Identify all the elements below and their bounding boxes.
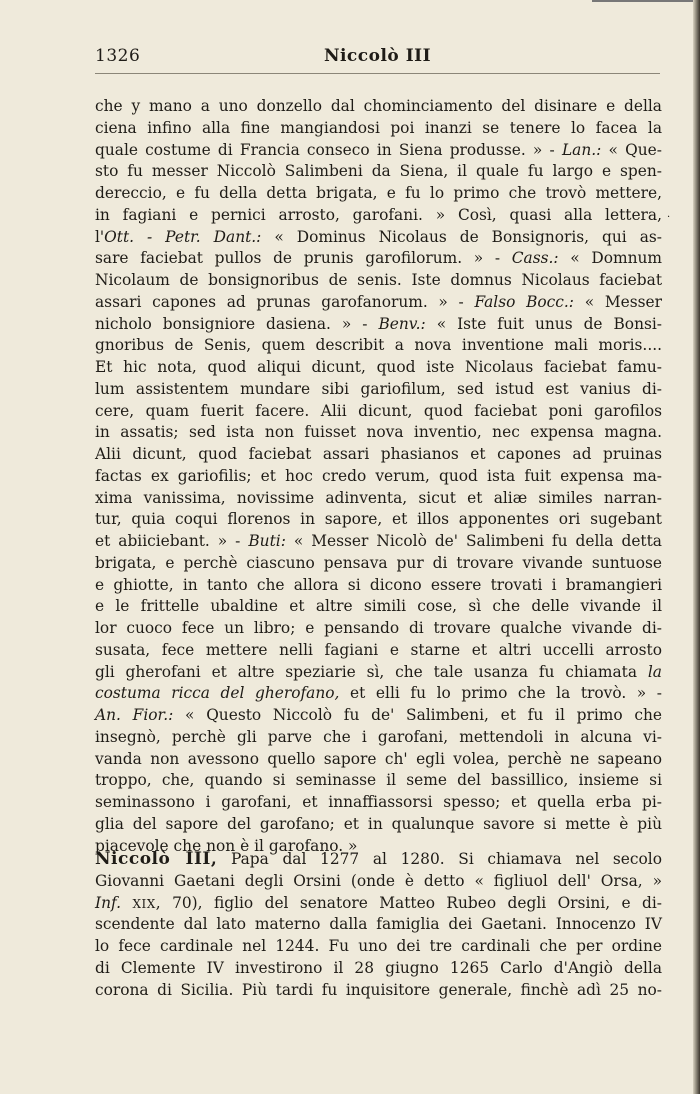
text-line: e ghiotte, in tanto che allora si dicono essere trovati i bramangieri [95, 575, 662, 594]
text-line: scendente dal lato materno dalla famiglia dei Gaetani. Innocenzo IV [95, 915, 662, 934]
text-line: et abiiciebant. » - Buti: « Messer Nicolò de' Salimbeni fu della detta [95, 532, 662, 550]
text-line: Nicolaum de bonsignoribus de senis. Iste domnus Nicolaus faciebat [95, 271, 662, 289]
text-line: seminassono i garofani, et innaffiassorsi spesso; et quella erba pi- [95, 793, 662, 811]
text-line: corona di Sicilia. Più tardi fu inquisitore generale, finchè adì 25 no- [95, 980, 662, 999]
text-line: tur, quia coqui florenos in sapore, et illos apponentes ori sugebant [95, 510, 662, 529]
running-header [95, 46, 660, 72]
text-line: lor cuoco fece un libro; e pensando di trovare qualche vivande di- [95, 619, 662, 637]
entry-block [95, 849, 662, 1001]
text-line: Giovanni Gaetani degli Orsini (onde è detto « figliuol dell' Orsa, » [95, 871, 662, 890]
text-line: xima vanissima, novissime adinventa, sicut et aliæ similes narran- [95, 488, 662, 507]
text-line: e le frittelle ubaldine et altre simili cose, sì che delle vivande il [95, 597, 662, 616]
text-line: susata, fece mettere nelli fagiani e starne et altri uccelli arrosto [95, 640, 662, 659]
text-line: troppo, che, quando si seminasse il seme del bassillico, insieme si [95, 771, 662, 790]
text-line: costuma ricca del gherofano, et elli fu lo primo che la trovò. » - [95, 684, 663, 703]
text-line: l'Ott. - Petr. Dant.: « Dominus Nicolaus de Bonsignoris, qui as- [95, 227, 662, 246]
top-edge-line [592, 0, 700, 2]
text-line: vanda non avessono quello sapore ch' egli volea, perchè ne sapeano [95, 749, 662, 768]
text-line: Niccolò III, Papa dal 1277 al 1280. Si chiamava nel secolo [95, 849, 662, 869]
running-title: Niccolò III [323, 46, 432, 66]
text-line: brigata, e perchè ciascuno pensava pur di trovare vivande suntuose [95, 553, 662, 572]
text-line: insegnò, perchè gli parve che i garofani, mettendoli in alcuna vi- [95, 727, 662, 746]
header-rule [95, 73, 660, 74]
text-line: di Clemente IV investirono il 28 giugno 1265 Carlo d'Angiò della [95, 958, 662, 977]
text-line: factas ex gariofilis; et hoc credo verum, quod ista fuit expensa ma- [95, 466, 662, 485]
text-line: An. Fior.: « Questo Niccolò fu de' Salimbeni, et fu il primo che [95, 706, 662, 724]
entry-title: Niccolò III, [95, 849, 218, 869]
text-line: dereccio, e fu della detta brigata, e fu lo primo che trovò mettere, [95, 184, 662, 202]
margin-mark: · [667, 212, 671, 223]
text-line: nicholo bonsigniore dasiena. » - Benv.: « Iste fuit unus de Bonsi- [95, 314, 662, 333]
text-line: ciena infino alla fine mangiandosi poi inanzi se tenere lo facea la [95, 118, 662, 137]
text-line: cere, quam fuerit facere. Alii dicunt, quod faciebat poni garofilos [95, 401, 662, 420]
text-line: Alii dicunt, quod faciebat assari phasianos et capones ad pruinas [95, 445, 662, 463]
page-edge-shadow [693, 0, 700, 1094]
commentary-block [95, 96, 662, 857]
text-line: in assatis; sed ista non fuisset nova inventio, nec expensa magna. [95, 423, 662, 442]
text-line: Inf. XIX, 70), figlio del senatore Matteo Rubeo degli Orsini, e di- [95, 893, 662, 912]
text-line: sare faciebat pullos de prunis garofilorum. » - Cass.: « Domnum [95, 249, 662, 268]
text-line: glia del sapore del garofano; et in qualunque savore si mette è più [95, 814, 662, 833]
text-line: lo fece cardinale nel 1244. Fu uno dei tre cardinali che per ordine [95, 937, 662, 955]
text-line: Et hic nota, quod aliqui dicunt, quod iste Nicolaus faciebat famu- [95, 358, 662, 376]
text-line: lum assistentem mundare sibi gariofilum, sed istud est vanius di- [95, 379, 662, 398]
text-line: in fagiani e pernici arrosto, garofani. » Così, quasi alla lettera, [95, 205, 662, 224]
text-line: quale costume di Francia conseco in Siena produsse. » - Lan.: « Que- [95, 140, 662, 159]
text-line: gli gherofani et altre speziarie sì, che tale usanza fu chiamata la [95, 662, 662, 681]
text-line: sto fu messer Niccolò Salimbeni da Siena, il quale fu largo e spen- [95, 162, 662, 181]
text-line: gnoribus de Senis, quem describit a nova inventione mali moris.... [95, 336, 662, 355]
text-line: che y mano a uno donzello dal chominciamento del disinare e della [95, 97, 662, 115]
text-line: piacevole che non è il garofano. » [95, 836, 358, 855]
page-number: 1326 [95, 46, 141, 66]
text-line: assari capones ad prunas garofanorum. » - Falso Bocc.: « Messer [95, 292, 662, 311]
